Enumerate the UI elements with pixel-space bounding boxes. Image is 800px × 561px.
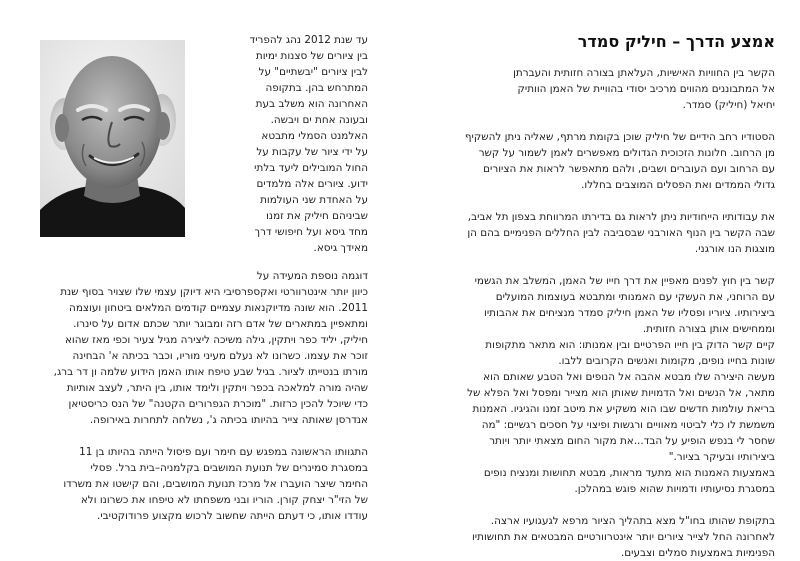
paragraph-creation: מעשה היצירה שלו מבטא אהבה אל הנופים ואל הטבע שאותם הוא מתאר, אל הנשים ואל הדמויות שאותן הוא מצייר ומפסל ואל הפלא של בריאת עולמות חדשים שבו הוא משקיע את מיטב זמנו והגיגיו. האמנות משמשת לו כלי לביטוי מאוויים ורגשות ופיצוי על חסכים רגשיים: "מה שחסר לי בנפש הופיע על הבד...את מקור החום מצאתי יותר ויותר ביצירותיו ובעיקר בציור." <box>467 371 775 463</box>
paragraph-sea-land: עד שנת 2012 נהג להפריד בין ציורים של סצנות ימיות לבין ציורים "יבשתיים" על המתרחש בהן. בתקופה האחרונה הוא משלב בעת ובעונה אחת ים ויבשה. האלמנט הסמלי מתבטא על ידי ציור של עקבות על החול המובילים ליעד בלתי ידוע. ציורים אלה מלמדים על האחדת שני העולמות שביניהם חיליק את זמנו מחד גיסא ועל חיפושי דרך מאידך גיסא. <box>249 34 368 254</box>
article-title: אמצע הדרך – חיליק סמדר <box>577 32 775 51</box>
paragraph-inside-outside: קשר בין חוץ לפנים מאפיין את דרך חייו של האמן, המשלב את הגשמי עם הרוחני, את העשקי עם האמנותי ומתבטא בעוצמות המועלים ביצירותיו. ציוריו ופסליו של האמן חיליק סמדר מנציחים את אהבותיו וממחישים אותן בצורה חזותית. <box>474 275 775 335</box>
portrait-illustration <box>40 40 185 237</box>
paragraph-self-portrait: דוגמה נוספת המעידה על כיוון יותר אינטרוורטי ואקספרסיבי היא דיוקן עצמי שלו שצויר בסוף שנת 2011. הוא שונה מדיוקנאות עצמיים קודמים המלאים ביטחון ועוצמה ומתאפיין במתארים של אדם רזה ומבוגר יותר שכתם אדום על סינרו. <box>60 270 368 330</box>
artist-portrait-photo <box>40 40 185 237</box>
paragraph-studio: הסטודיו רחב הידיים של חיליק שוכן בקומת מרתף, שאליה ניתן להשקיף מן הרחוב. חלונות הזכוכית הגדולים מאפשרים לאמן לשמור על קשר עם הרחוב ועם העוברים ושבים, ולהם מתאפשר לראות את הציורים גדולי הממדים ואת הפסלים המוצבים בחללו. <box>464 131 775 191</box>
paragraph-documenting: באמצעות האמנות הוא מתעד מראות, מבטא תחושות ומנציח נופים במסגרת נסיעותיו ודמויות שהוא פוגש במהלכן. <box>483 467 775 495</box>
article-left-bottom-column <box>32 268 368 524</box>
paragraph-private-life: קיים קשר הדוק בין חייו הפרטיים ובין אמנותו: הוא מתאר מתקופות שונות בחייו נופים, מקומות ואנשים הקרובים ללבו. <box>485 339 775 367</box>
paragraph-childhood: חיליק, יליד כפר ויתקין, גילה משיכה ליצירה מגיל צעיר וכפי מאז שהוא זוכר את עצמו. כשרונו לא נעלם מעיני מוריו, וכבר בכיתה א' הבחינה מורתו בנטייתו לציור. בגיל שבע טיפח אותו האמן הידוע שלמה ון דר ברג, שהיה מורה למלאכה בכפר ויתקין ולימד אותו, בין היתר, לעצב אותיות כדי שיוכל להכין כרזות. "מוכרת הגפרורים הקטנה" של הנס כריסטיאן אנדרסן שאותה צייר בהיותו בכיתה ג', נשלחה לתחרות באירופה. <box>53 334 368 426</box>
paragraph-apartment: את עבודותיו הייחודיות ניתן לראות גם בדירתו המרווחת בצפון תל אביב, שבה הקשר בין הנוף האורבני שבסביבה לבין החללים הפנימיים בהם הן מוצגות הנו אורגני. <box>467 211 775 255</box>
article-right-column <box>403 32 775 561</box>
article-left-top-text <box>192 32 368 256</box>
paragraph-abroad: בתקופת שהותו בחו"ל מצא בתהליך הציור מרפא לגעגועיו ארצה. לאחרונה החל לצייר ציורים יותר אינטרוורטיים המבטאים את תחושותיו הפנימיות באמצעות סמלים וצבעים. <box>471 515 775 559</box>
paragraph-intro: הקשר בין החוויות האישיות, העלאתן בצורה חזותית והעברתן אל המתבוננים מהווים מרכיב יסודי בהוויית של האמן הוותיק יחיאל (חיליק) סמדר. <box>513 67 775 111</box>
paragraph-clay: התגוותו הראשונה במפגש עם חימר ועם פיסול הייתה בהיותו בן 11 במסגרת סמינרים של תנועת המושבים בקלמניה–בית ברל. פסלי החימר שיצר הועברו אל מרכז תנועת המושבים, והם קישטו את משרדו של הזי"ר יצחק קורן. הוריו ובני משפחתו לא טיפחו את כשרונו ולא עודדו אותו, כי דעתם הייתה שחשוב לרכוש מקצוע פרודוקטיבי. <box>63 446 368 522</box>
